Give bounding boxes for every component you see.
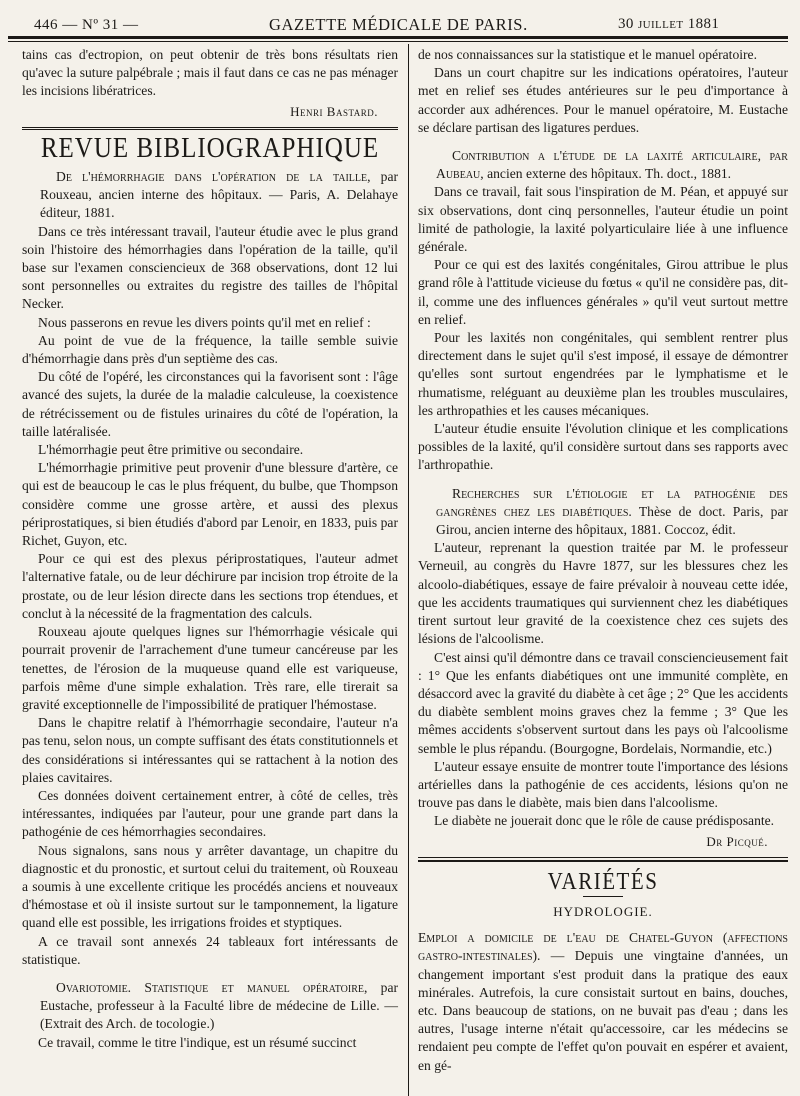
review-paragraph: L'hémorrhagie primitive peut provenir d'une blessure d'artère, ce qui est de beaucoup le cas le plus fréquent, du bulbe, que Thompson considère comme une grosse artère, et aussi des plexus périprostatiques, si bien étudiés d'abord par Lenoir, en 1833, puis par Richet, Guyon, etc. [22, 460, 398, 549]
review-paragraph [418, 929, 788, 1075]
issue-month: juillet [637, 16, 684, 32]
review-entry-author: par Aubeau, [436, 148, 788, 182]
left-column [22, 46, 398, 1052]
review-paragraph: Dans un court chapitre sur les indications opératoires, l'auteur met en relief ses études antérieures sur le peu d'importance à accorder aux adhérences. Pour le manuel opératoire, M. Eustache se déclare partisan des ligatures perdues. [418, 65, 788, 135]
varietes-section [418, 866, 788, 1075]
review-paragraph: Nous signalons, sans nous y arrêter davantage, un chapitre du diagnostic et du pronostic, et surtout celui du traitement, où Rouxeau a soumis à une excellente critique les procédés anciens et nouveaux d'hémostase et où il insiste surtout sur le tamponnement, la ligature quand elle est possible, les irrigations froides et styptiques. [22, 842, 398, 931]
review-paragraph: L'hémorrhagie peut être primitive ou secondaire. [38, 442, 304, 458]
column-divider [408, 44, 409, 1096]
review-paragraph: Pour les laxités non congénitales, qui semblent rentrer plus directement dans le sujet qu'il s'est imposé, il essaye de démontrer qu'elles sont surtout engendrées par le lymphatisme et le rhumatisme, reléguant au deuxième plan les troubles musculaires, les arthropathies et les causes mécaniques. [418, 330, 788, 418]
review-paragraph: Rouxeau ajoute quelques lignes sur l'hémorrhagie vésicale qui pourrait provenir de l'arrachement d'une tumeur cancéreuse par les tenettes, de l'érosion de la muqueuse quand elle est variqueuse, parfois même d'une simple exhalation. Très rare, elle tirerait sa gravité exceptionnelle de l'impossibilité de pratiquer l'hémostase. [22, 624, 398, 712]
continuation-paragraph: de nos connaissances sur la statistique et le manuel opératoire. [418, 47, 757, 62]
review-paragraph: Dans le chapitre relatif à l'hémorrhagie secondaire, l'auteur n'a pas tenu, selon nous, un compte suffisant des états constitutionnels et des considérations si intéressantes qui se rattachent à la notion des plaies cavitaires. [22, 715, 398, 785]
review-entry-author: Thèse de doct. Paris, par Girou, ancien interne des hôpitaux, 1881. Coccoz, édit. [436, 503, 789, 538]
review-entry-title [22, 168, 398, 223]
author-signature: Henri Bastard. [290, 103, 378, 119]
article-heading: Emploi a domicile de l'eau de Chatel-Guyon (affections gastro-intestinales). [418, 930, 788, 964]
section-separator [22, 127, 398, 132]
section-separator [418, 857, 788, 862]
review-paragraph: C'est ainsi qu'il démontre dans ce travail consciencieusement fait : 1° Que les enfants diabétiques ont une immunité complète, en désaccord avec la gravité du diabète à cet âge ; 2° Que les accidents du diabète semblent moins graves chez la femme ; 3° Que les mêmes accidents s'observent surtout dans les pays où l'alcoolisme semble le plus répandu. (Bourgogne, Bordelais, Normandie, etc.) [418, 649, 788, 756]
issue-year: 1881 [687, 16, 720, 32]
review-entry-heading: Recherches sur l'étiologie et la pathogénie des gangrènes chez les diabétiques. [436, 485, 788, 519]
review-entry-title [22, 979, 398, 1034]
review-entry-heading: Ovariotomie. Statistique et manuel opératoire, [56, 979, 368, 995]
author-signature: Dr Picqué. [706, 833, 768, 849]
review-entry-author-detail: ancien externe des hôpitaux. Th. doct., 1881. [487, 166, 732, 182]
review-entry-title [418, 485, 788, 540]
review-paragraph: Au point de vue de la fréquence, la taille semble suivie d'hémorrhagie dans près d'un septième des cas. [22, 332, 398, 367]
right-column [418, 46, 788, 1075]
review-paragraph: Ces données doivent certainement entrer, à côté de celles, très intéressantes, indiquées par l'auteur, pour une grande part dans la pathogénie de ces hémorrhagies secondaires. [22, 787, 398, 840]
review-paragraph: Nous passerons en revue les divers points qu'il met en relief : [38, 314, 371, 330]
review-paragraph: A ce travail sont annexés 24 tableaux fort intéressants de statistique. [22, 933, 398, 967]
continuation-paragraph: tains cas d'ectropion, on peut obtenir de très bons résultats rien qu'avec la suture palpébrale ; mais il faut dans ce cas ne pas ménager les incisions libératrices. [22, 47, 398, 99]
section-title-varietes: VARIÉTÉS [547, 866, 659, 895]
review-paragraph: Dans ce travail, fait sous l'inspiration de M. Péan, et appuyé sur six observations, dont cinq personnelles, l'auteur étudie un point limité de pathologie, la laxité polyarticulaire liée à une influence générale. [418, 184, 788, 255]
title-underline [583, 896, 623, 897]
review-paragraph: Ce travail, comme le titre l'indique, est un résumé succinct [38, 1034, 357, 1050]
review-paragraph: L'auteur, reprenant la question traitée par M. le professeur Verneuil, au congrès du Havre 1877, sur les blessures chez les alcoolo-diabétiques, essaye de faire prévaloir à nouveau cette idée, que les accidents traumatiques qui surviennent chez les diabétiques tirent surtout leur gravité de la coexistence chez ces sujets des lésions de l'alcoolisme. [418, 540, 788, 647]
subsection-title-hydrologie: HYDROLOGIE. [553, 903, 653, 919]
review-paragraph: Du côté de l'opéré, les circonstances qui la favorisent sont : l'âge avancé des sujets, la durée de la maladie calculeuse, la coexistence de rétrécissement ou de fistules urinaires du côté de l'opération, la taille latéralisée. [22, 369, 398, 439]
page-number: 446 — Nº 31 — [34, 17, 139, 33]
review-entry-author: par Eustache, professeur à la Faculté libre de médecine de Lille. — (Extrait des Arch. de tocologie.) [40, 979, 398, 1032]
review-paragraph: L'auteur essaye ensuite de montrer toute l'importance des lésions artérielles dans la pathogénie de ces accidents, lésions qu'on ne trouve pas dans le diabète, mais bien dans l'alcoolisme. [418, 758, 788, 811]
review-paragraph: L'auteur étudie ensuite l'évolution clinique et les complications possibles de la laxité, qu'il considère surtout dans ses rapports avec l'arthropathie. [418, 421, 788, 473]
page-header [4, 0, 776, 32]
review-paragraph: Dans ce très intéressant travail, l'auteur étudie avec le plus grand soin l'histoire des hémorrhagies dans l'opération de la taille, qu'il base sur l'examen consciencieux de 368 observations, dont 12 lui sont personnelles ou extraites du registre des tailles de l'hôpital Necker. [22, 223, 398, 312]
review-entry-heading: De l'hémorrhagie dans l'opération de la taille, [56, 169, 371, 185]
header-rule-thin [8, 41, 788, 42]
article-body: — Depuis une vingtaine d'années, un changement important s'est produit dans la pratique des eaux minérales. Autrefois, la cure consistait surtout en bains, douches, etc. Dans beaucoup de stations, on ne buvait pas d'eau ; dans les autres, l'usage interne n'était qu'accessoire, car les médecins se rendaient peu compte de l'effet qu'on pouvait en espérer et avaient, en gé- [418, 948, 788, 1073]
section-title-revue: REVUE BIBLIOGRAPHIQUE [40, 132, 380, 164]
review-entry-author: par Rouxeau, ancien interne des hôpitaux. — Paris, A. Delahaye éditeur, 1881. [40, 169, 398, 221]
issue-day: 30 [618, 16, 634, 32]
review-entry-title [418, 147, 788, 183]
review-paragraph: Le diabète ne jouerait donc que le rôle de cause prédisposante. [434, 813, 775, 829]
review-entry-heading: Contribution a l'étude de la laxité articulaire, [452, 148, 761, 164]
review-paragraph: Pour ce qui est des laxités congénitales, Girou attribue le plus grand rôle à l'attitude vicieuse du fœtus « qu'il ne considère pas, dit-il, comme une des influences générales » qu'il veut surtout mettre en relief. [418, 257, 788, 327]
header-rule-thick [8, 36, 788, 39]
review-paragraph: Pour ce qui est des plexus périprostatiques, l'auteur admet l'alternative fatale, ou de leur déchirure par incision trop étroite de la prostate, ou de leur lésion directe dans les sections trop étendues, et conclut à la nécessité de la fragmentation des calculs. [22, 551, 398, 621]
journal-title: GAZETTE MÉDICALE DE PARIS. [269, 15, 528, 34]
issue-date [618, 16, 719, 33]
